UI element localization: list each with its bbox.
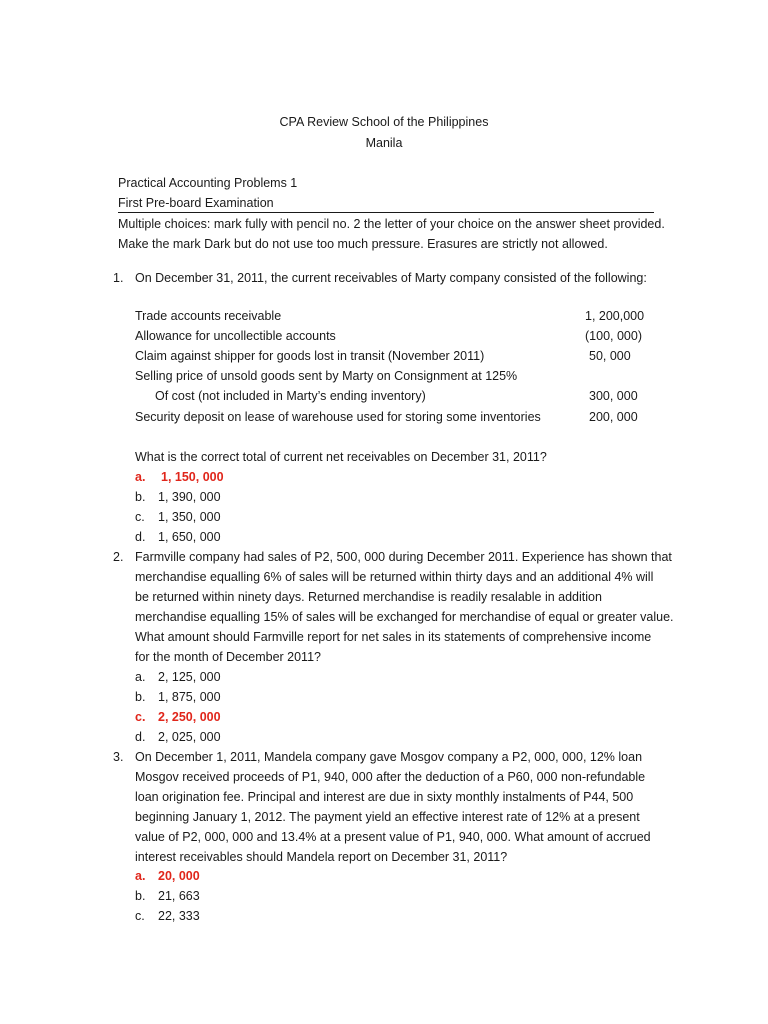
table-row-amount: (100, 000) [585,329,642,343]
table-row-amount: 300, 000 [589,389,638,403]
instructions-line: Multiple choices: mark fully with pencil no. 2 the letter of your choice on the answer sheet provided. [118,217,665,231]
question-stem: beginning January 1, 2012. The payment yield an effective interest rate of 12% at a present [135,810,640,824]
school-city: Manila [365,136,403,150]
table-row-label: Claim against shipper for goods lost in transit (November 2011) [135,349,485,363]
option-letter: c. [135,909,145,923]
question-stem: On December 31, 2011, the current receivables of Marty company consisted of the following: [135,271,647,285]
table-row-amount: 50, 000 [589,349,631,363]
school-name: CPA Review School of the Philippines [279,115,489,129]
option-value: 1, 875, 000 [158,690,221,704]
question-stem: value of P2, 000, 000 and 13.4% at a present value of P1, 940, 000. What amount of accrued [135,830,651,844]
table-row-amount: 200, 000 [589,410,638,424]
question-prompt: What is the correct total of current net receivables on December 31, 2011? [135,450,547,464]
question-stem: merchandise equalling 15% of sales will be exchanged for merchandise of equal or greater value. [135,610,674,624]
option-letter: d. [135,730,146,744]
option-letter: c. [135,710,146,724]
table-row-label: Selling price of unsold goods sent by Marty on Consignment at 125% [135,369,518,383]
option-value: 1, 390, 000 [158,490,221,504]
option-value-selected: 2, 250, 000 [158,710,221,724]
option-value: 1, 650, 000 [158,530,221,544]
question-number: 3. [113,750,124,764]
option-value: 1, 350, 000 [158,510,221,524]
question-stem: be returned within ninety days. Returned merchandise is readily resalable in addition [135,590,602,604]
question-stem: merchandise equalling 6% of sales will be returned within thirty days and an additional 4% will [135,570,654,584]
option-letter: d. [135,530,146,544]
question-number: 2. [113,550,124,564]
table-row-label: Of cost (not included in Marty’s ending inventory) [155,389,426,403]
instructions-line: Make the mark Dark but do not use too much pressure. Erasures are strictly not allowed. [118,237,608,251]
question-stem: Mosgov received proceeds of P1, 940, 000 after the deduction of a P60, 000 non-refundable [135,770,646,784]
option-value: 2, 125, 000 [158,670,221,684]
question-number: 1. [113,271,124,285]
table-row-label: Trade accounts receivable [135,309,282,323]
question-stem: interest receivables should Mandela report on December 31, 2011? [135,850,508,864]
option-letter: b. [135,490,146,504]
option-letter: a. [135,670,146,684]
table-row-label: Allowance for uncollectible accounts [135,329,336,343]
header-divider [118,212,654,213]
table-row-amount: 1, 200,000 [585,309,645,323]
exam-title: First Pre-board Examination [118,196,274,210]
question-stem: What amount should Farmville report for net sales in its statements of comprehensive income [135,630,652,644]
question-stem: On December 1, 2011, Mandela company gave Mosgov company a P2, 000, 000, 12% loan [135,750,643,764]
option-letter: a. [135,869,146,883]
option-value: 21, 663 [158,889,200,903]
question-stem: Farmville company had sales of P2, 500, 000 during December 2011. Experience has shown that [135,550,672,564]
option-value: 22, 333 [158,909,200,923]
option-letter: c. [135,510,145,524]
option-value-selected: 1, 150, 000 [161,470,224,484]
question-stem: loan origination fee. Principal and interest are due in sixty monthly instalments of P44, 500 [135,790,634,804]
option-value-selected: 20, 000 [158,869,200,883]
exam-subject: Practical Accounting Problems 1 [118,176,298,190]
option-letter: b. [135,690,146,704]
option-value: 2, 025, 000 [158,730,221,744]
option-letter: a. [135,470,146,484]
question-stem: for the month of December 2011? [135,650,321,664]
option-letter: b. [135,889,146,903]
table-row-label: Security deposit on lease of warehouse used for storing some inventories [135,410,541,424]
